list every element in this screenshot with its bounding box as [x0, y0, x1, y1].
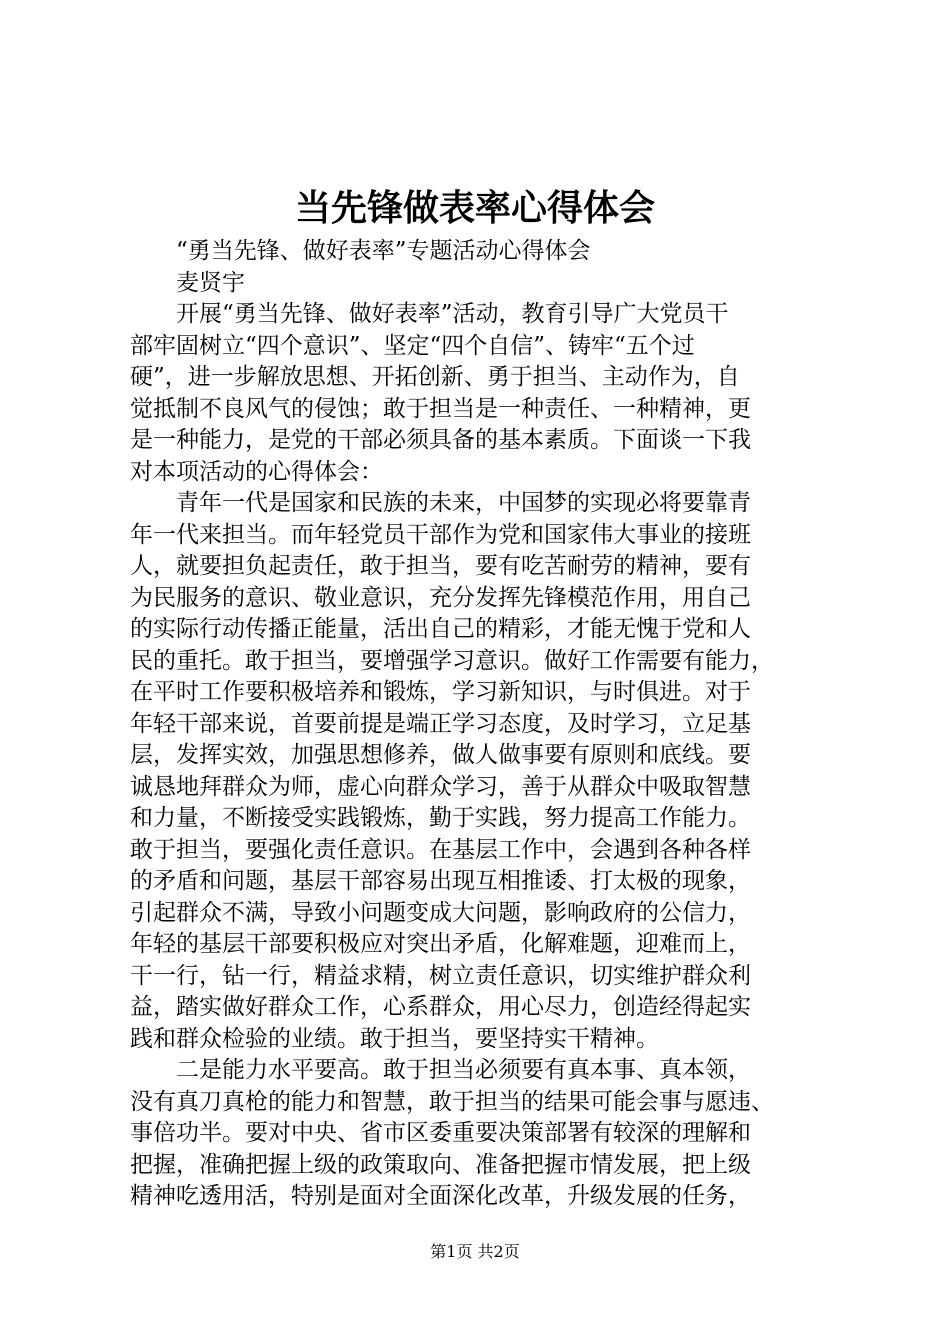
text-line: 精神吃透用活，特别是面对全面深化改革，升级发展的任务， [130, 1183, 751, 1209]
text-line: 没有真刀真枪的能力和智慧，敢于担当的结果可能会事与愿违、 [130, 1088, 774, 1115]
text-line: 人，就要担负起责任，敢于担当，要有吃苦耐劳的精神，要有 [130, 553, 751, 579]
text-line: 民的重托。敢于担当，要增强学习意识。做好工作需要有能力， [130, 647, 774, 674]
text-line: 事倍功半。要对中央、省市区委重要决策部署有较深的理解和 [130, 1120, 751, 1146]
document-title: 当先锋做表率心得体会 [294, 187, 655, 229]
text-line: 诚恳地拜群众为师，虚心向群众学习，善于从群众中吸取智慧 [130, 773, 751, 800]
text-line: 的矛盾和问题，基层干部容易出现互相推诿、打太极的现象， [130, 868, 751, 894]
text-line: 开展“勇当先锋、做好表率”活动，教育引导广大党员干 [176, 301, 729, 327]
text-line: 觉抵制不良风气的侵蚀；敢于担当是一种责任、一种精神，更 [130, 395, 751, 422]
text-line: 二是能力水平要高。敢于担当必须要有真本事、真本领， [176, 1057, 751, 1083]
text-line: 年一代来担当。而年轻党员干部作为党和国家伟大事业的接班 [130, 521, 751, 548]
text-line: 麦贤宇 [176, 269, 245, 296]
text-line: 年轻的基层干部要积极应对突出矛盾，化解难题，迎难而上， [130, 931, 751, 957]
text-line: 引起群众不满，导致小问题变成大问题，影响政府的公信力， [130, 899, 751, 926]
text-line: 践和群众检验的业绩。敢于担当，要坚持实干精神。 [130, 1025, 659, 1052]
text-line: 是一种能力，是党的干部必须具备的基本素质。下面谈一下我 [130, 427, 751, 453]
text-line: 敢于担当，要强化责任意识。在基层工作中，会遇到各种各样 [130, 836, 751, 863]
text-line: 和力量，不断接受实践锻炼，勤于实践，努力提高工作能力。 [130, 805, 751, 831]
text-line: 益，踏实做好群众工作，心系群众，用心尽力，创造经得起实 [130, 994, 751, 1020]
document-body [130, 236, 832, 1213]
text-line: 的实际行动传播正能量，活出自己的精彩，才能无愧于党和人 [130, 616, 751, 642]
text-line: 干一行，钻一行，精益求精，树立责任意识，切实维护群众利 [130, 962, 751, 989]
text-line: “勇当先锋、做好表率”专题活动心得体会 [176, 238, 591, 264]
text-line: 青年一代是国家和民族的未来，中国梦的实现必将要靠青 [176, 490, 751, 516]
text-line: 年轻干部来说，首要前提是端正学习态度，及时学习，立足基 [130, 710, 751, 737]
text-line: 对本项活动的心得体会： [130, 458, 383, 485]
text-line: 在平时工作要积极培养和锻炼，学习新知识，与时俱进。对于 [130, 679, 751, 705]
page-footer: 第1页 共2页 [430, 1242, 520, 1261]
text-line: 硬”，进一步解放思想、开拓创新、勇于担当、主动作为，自 [130, 364, 740, 390]
text-line: 部牢固树立“四个意识”、坚定“四个自信”、铸牢“五个过 [130, 332, 695, 359]
text-line: 层，发挥实效，加强思想修养，做人做事要有原则和底线。要 [130, 742, 751, 768]
text-line: 为民服务的意识、敬业意识，充分发挥先锋模范作用，用自己 [130, 584, 751, 611]
text-line: 把握，准确把握上级的政策取向、准备把握市情发展，把上级 [130, 1151, 751, 1178]
